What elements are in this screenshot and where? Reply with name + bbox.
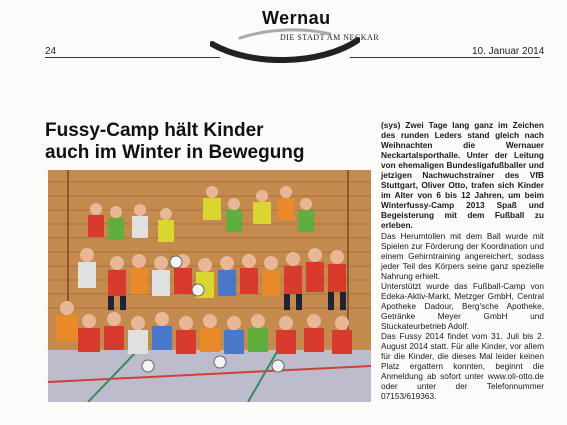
masthead-brand: Wernau	[262, 8, 331, 28]
page-number: 24	[45, 46, 57, 57]
article-paragraph: Das Fussy 2014 findet vom 31. Juli bis 2. August 2014 statt. Für alle Kinder, vor allem für die Kinder, die dieses Mal leider keinen Platz ergattern konnten, beginnt die Anmeldung ab sofort unter www.oli-otto.de oder unter der Telefonnummer 07153/619363.	[381, 330, 544, 402]
team-photo-illustration	[48, 170, 371, 402]
header-rule-right	[350, 57, 540, 58]
article-paragraph: Unterstützt wurde das Fußball-Camp von Edeka-Aktiv-Markt, Metzger GmbH, Central Apotheke Dadour, Berg'sche Apotheke, Getränke Meyer GmbH und Stuckateurbetrieb Adolf.	[381, 280, 544, 331]
masthead-swoosh-logo	[210, 26, 360, 66]
masthead-tagline: DIE STADT AM NECKAR	[280, 33, 380, 42]
article-lead-paragraph: (sys) Zwei Tage lang ganz im Zeichen des runden Leders stand gleich nach Weihnachten die Wernauer Neckartalsporthalle. Unter der Leitung von ehemaligen Bundesligafußballer und jetzigen Nachwuchstrainer des VfB Stuttgart, Oliver Otto, trafen sich Kinder im Alter von 6 bis 12 Jahren, um beim Winterfussy-Camp 2013 Spaß und Begeisterung mit dem Fußball zu erleben.	[381, 120, 544, 231]
article-body	[381, 120, 544, 401]
article-photo	[48, 170, 371, 402]
header-rule-left	[45, 57, 220, 58]
issue-date: 10. Januar 2014	[472, 46, 545, 57]
article-headline	[45, 120, 375, 164]
headline-line-2: auch im Winter in Bewegung	[45, 142, 305, 163]
article-paragraph: Das Herumtollen mit dem Ball wurde mit Spielen zur Förderung der Koordination und einem Gehirntraining angereichert, sodass jeder Teil des Körpers seine ganz spezielle Nahrung erhielt.	[381, 230, 544, 281]
headline-line-1: Fussy-Camp hält Kinder	[45, 120, 264, 141]
masthead	[0, 0, 567, 70]
